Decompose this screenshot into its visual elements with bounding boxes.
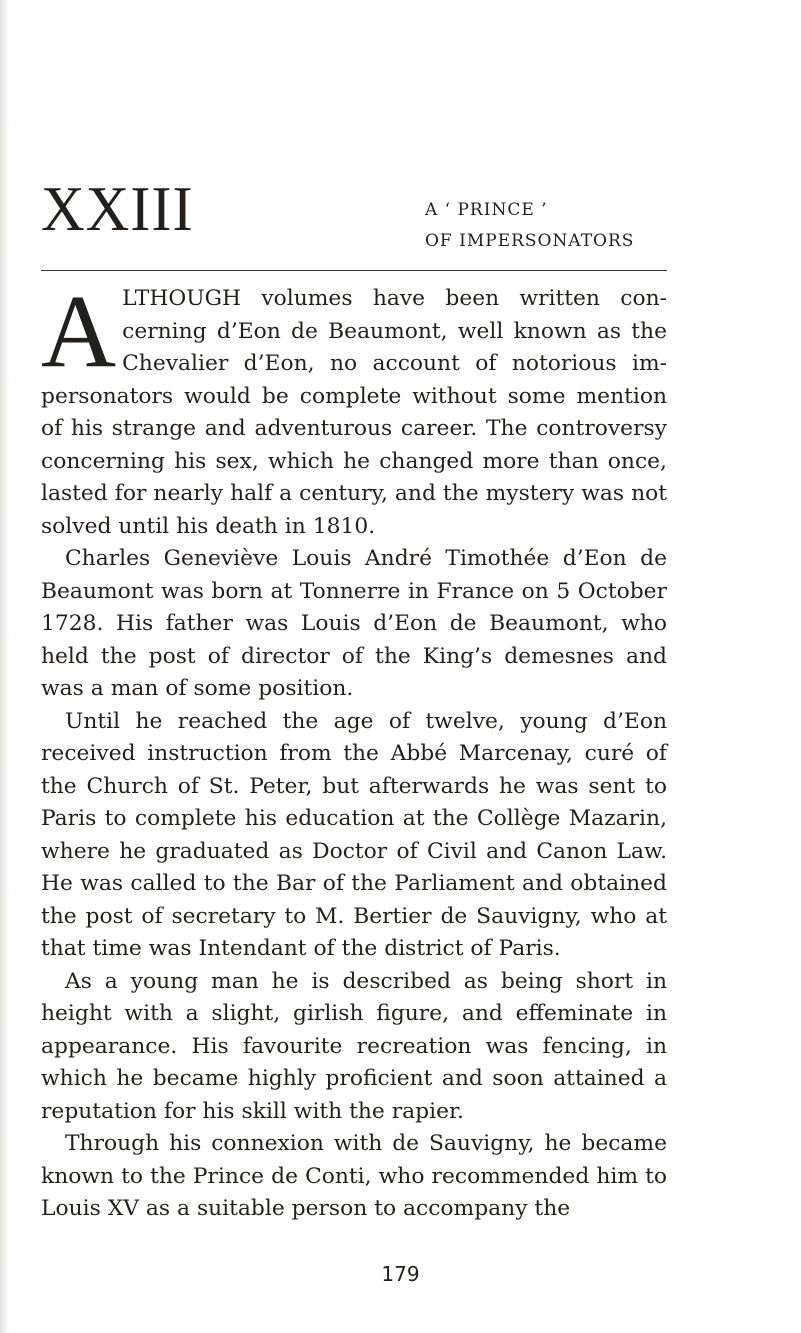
page-number: 179	[381, 1262, 420, 1286]
chapter-title-line-1: A ‘ PRINCE ’	[425, 200, 548, 220]
chapter-title	[425, 195, 634, 257]
paragraph-3: Until he reached the age of twelve, young d’Eon received instruction from the Abbé Marcenay, curé of the Church of St. Peter, but afterwards he was sent to Paris to complete his education at the Collège Mazarin, where he graduated as Doctor of Civil and Canon Law. He was called to the Bar of the Parliament and obtained the post of secretary to M. Bertier de Sauvigny, who at that time was Intendant of the district of Paris.	[41, 708, 667, 961]
paragraph-5: Through his connexion with de Sauvigny, he became known to the Prince de Conti, who recommended him to Louis XV as a suitable person to accompany the	[41, 1131, 667, 1221]
chapter-title-line-2: OF IMPERSONATORS	[425, 231, 635, 251]
chapter-number: XXIII	[41, 174, 194, 244]
paragraph-2: Charles Geneviève Louis André Timothée d’Eon de Beaumont was born at Tonnerre in France on 5 October 1728. His father was Louis d’Eon de Beaumont, who held the post of director of the King’s demesnes and was a man of some position.	[41, 546, 667, 701]
body-text	[41, 274, 667, 1226]
page-edge	[0, 0, 9, 1333]
paragraph-4: As a young man he is described as being short in height with a slight, girlish figure, and effeminate in appearance. His favourite recreation was fencing, in which he became highly proficient and soon attained a reputation for his skill with the rapier.	[41, 968, 667, 1124]
paragraph-1	[41, 274, 667, 543]
header-rule	[41, 270, 667, 271]
drop-cap: A	[41, 274, 117, 389]
paragraph-1-text: LTHOUGH volumes have been written concerning d’Eon de Beaumont, well known as the Chevalier d’Eon, no account of notorious impersonators would be complete without some mention of his strange and adventurous career. The controversy concerning his sex, which he changed more than once, lasted for nearly half a century, and the mystery was not solved until his death in 1810.	[41, 286, 667, 539]
